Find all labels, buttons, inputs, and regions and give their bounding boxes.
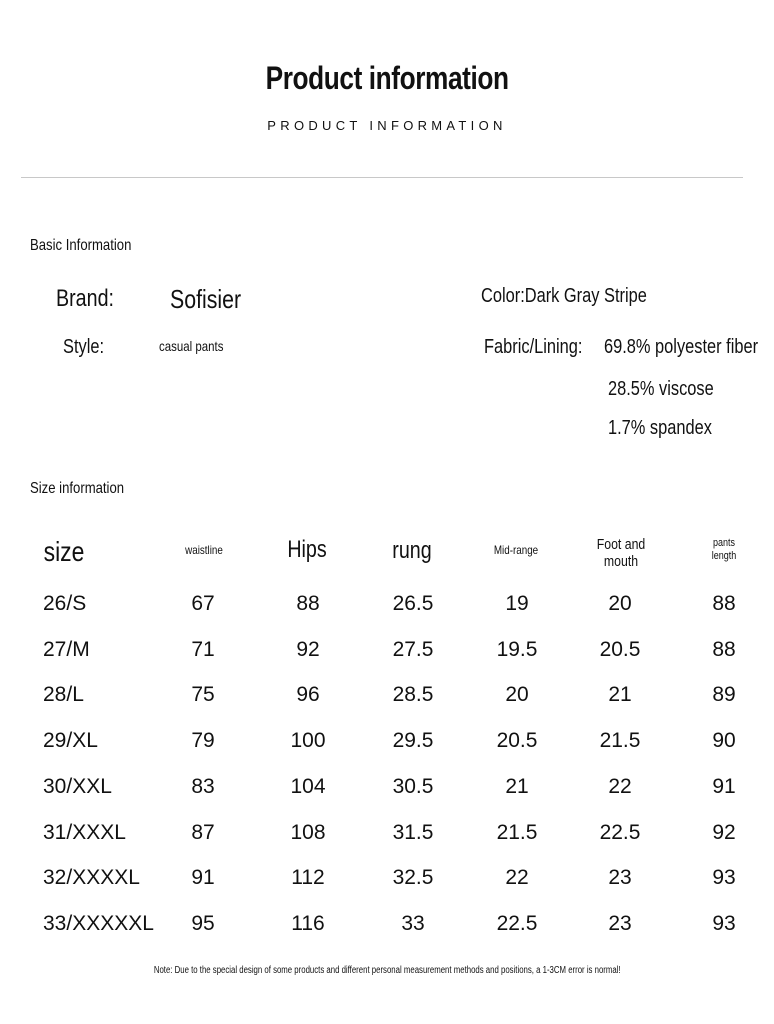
header-size: size (43, 536, 85, 567)
table-cell: 89 (712, 683, 736, 707)
table-cell: 88 (712, 637, 736, 661)
table-cell: 20.5 (599, 637, 641, 661)
table-cell: 96 (296, 683, 320, 707)
table-cell: 108 (290, 820, 326, 844)
table-cell: 23 (608, 866, 632, 890)
table-cell: 93 (712, 866, 736, 890)
header-waistline: waistline (185, 543, 223, 557)
fabric-line-1: 69.8% polyester fiber (604, 336, 759, 358)
table-cell: 22 (608, 774, 632, 798)
header-pants-length: pants length (711, 537, 737, 562)
table-cell: 33/XXXXXL (43, 911, 154, 935)
fabric-label: Fabric/Lining: (484, 336, 583, 358)
table-row (0, 628, 774, 674)
basic-info-heading: Basic Information (30, 237, 132, 254)
table-cell: 21.5 (599, 729, 641, 753)
table-cell: 88 (296, 592, 320, 615)
table-cell: 92 (296, 637, 320, 661)
table-cell: 92 (712, 820, 736, 844)
table-cell: 30/XXL (43, 774, 112, 798)
header-hips: Hips (287, 536, 327, 563)
table-cell: 32/XXXXL (43, 866, 140, 890)
table-cell: 91 (712, 774, 736, 798)
table-cell: 22.5 (496, 911, 538, 935)
table-row (0, 582, 774, 628)
table-row (0, 719, 774, 765)
table-cell: 87 (191, 820, 215, 844)
table-cell: 20 (608, 592, 632, 615)
table-cell: 83 (191, 774, 215, 798)
table-cell: 75 (191, 683, 215, 707)
table-cell: 20.5 (496, 729, 538, 753)
table-cell: 91 (191, 866, 215, 890)
table-cell: 71 (191, 637, 215, 661)
table-cell: 29.5 (392, 729, 434, 753)
page-subtitle: PRODUCT INFORMATION (267, 118, 507, 133)
header-mid-range: Mid-range (493, 543, 539, 557)
table-cell: 21 (505, 774, 529, 798)
table-cell: 100 (290, 729, 326, 753)
footnote: Note: Due to the special design of some products and different personal measurement methods and positions, a 1-3CM error is normal! (153, 965, 621, 976)
header-foot-and-mouth: Foot and mouth (596, 536, 646, 571)
table-cell: 28.5 (392, 683, 434, 707)
table-cell: 22.5 (599, 820, 641, 844)
style-label: Style: (63, 336, 105, 358)
table-cell: 90 (712, 729, 736, 753)
table-cell: 79 (191, 729, 215, 753)
table-cell: 29/XL (43, 729, 98, 753)
table-row (0, 902, 774, 948)
table-cell: 33 (401, 911, 425, 935)
table-row (0, 765, 774, 811)
size-info-heading: Size information (30, 480, 125, 497)
table-cell: 22 (505, 866, 529, 890)
table-cell: 28/L (43, 683, 84, 707)
header-rung: rung (392, 537, 432, 564)
table-cell: 27.5 (392, 637, 434, 661)
table-cell: 95 (191, 911, 215, 935)
style-value: casual pants (159, 338, 224, 354)
table-cell: 26/S (43, 592, 87, 615)
color-text: Color:Dark Gray Stripe (481, 285, 647, 307)
table-cell: 23 (608, 911, 632, 935)
table-row (0, 811, 774, 857)
table-cell: 21.5 (496, 820, 538, 844)
table-cell: 31/XXXL (43, 820, 126, 844)
table-cell: 67 (191, 592, 215, 615)
page-title: Product information (265, 60, 509, 96)
table-cell: 30.5 (392, 774, 434, 798)
table-cell: 19.5 (496, 637, 538, 661)
brand-label: Brand: (56, 285, 114, 312)
divider (21, 177, 743, 178)
table-cell: 20 (505, 683, 529, 707)
table-cell: 19 (505, 592, 529, 615)
table-cell: 32.5 (392, 866, 434, 890)
brand-value: Sofisier (170, 284, 242, 314)
table-cell: 104 (290, 774, 326, 798)
fabric-line-2: 28.5% viscose (608, 378, 714, 400)
table-cell: 31.5 (392, 820, 434, 844)
table-row (0, 673, 774, 719)
table-cell: 112 (291, 866, 325, 890)
table-cell: 27/M (43, 637, 90, 661)
table-row (0, 856, 774, 902)
size-table-header (0, 532, 774, 582)
table-cell: 93 (712, 911, 736, 935)
fabric-line-3: 1.7% spandex (608, 417, 712, 439)
table-cell: 116 (291, 911, 325, 935)
table-cell: 88 (712, 592, 736, 615)
table-cell: 21 (608, 683, 632, 707)
table-cell: 26.5 (392, 592, 434, 615)
